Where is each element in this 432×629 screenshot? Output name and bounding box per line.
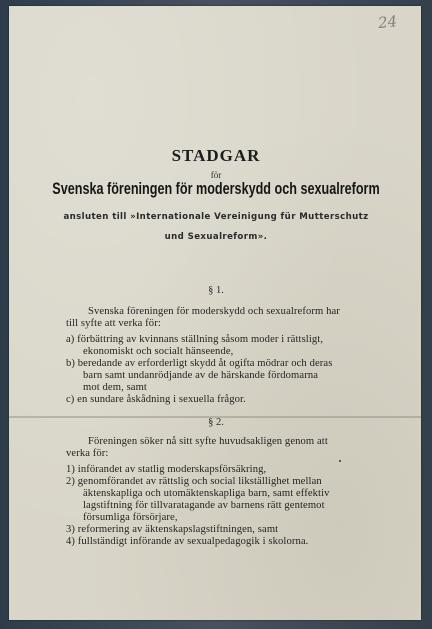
section-2-intro-line-2: verka för: [66,448,109,459]
affiliation-line-2: und Sexualreform». [164,232,268,242]
section-1-item-a-line-1: a) förbättring av kvinnans ställning såsom moder i rättsligt, [66,334,324,345]
section-1-item-b-line-1: b) beredande av erforderligt skydd åt ogifta mödrar och deras [66,358,333,369]
section-1-item-a-line-2: ekonomiskt och socialt hänseende, [83,346,234,357]
section-2-item-2-line-3: lagstiftning för tillvaratagande av barnens rätt gentemot [83,500,325,511]
document-title: STADGAR [171,146,261,165]
section-2-item-1-line-1: 1) införandet av statlig moderskapsförsäkring, [66,464,267,475]
section-1-intro-line-1: Svenska föreningen för moderskydd och sexualreform har [88,306,340,317]
section-2-item-2-line-4: försumliga försörjare, [83,512,178,523]
for-word: för [210,170,222,180]
section-1-heading: § 1. [208,285,224,296]
section-2-intro-line-1: Föreningen söker nå sitt syfte huvudsakligen genom att [88,436,328,447]
organization-name: Svenska föreningen för moderskydd och sexualreform [52,180,380,198]
section-1-item-c-line-1: c) en sundare åskådning i sexuella frågor. [66,394,246,405]
section-2-item-3-line-1: 3) reformering av äktenskapslagstiftningen, samt [66,524,279,535]
section-1-item-b-line-2: barn samt undanrödjande av de härskande fördomarna [83,370,319,381]
section-2-item-2-line-1: 2) genomförandet av rättslig och social likställighet mellan [66,476,322,487]
section-2-heading: § 2. [208,417,224,428]
ink-speck [339,460,341,462]
section-1-item-b-line-3: mot dem, samt [83,382,147,393]
affiliation-line-1: ansluten till »Internationale Vereinigung für Mutterschutz [63,212,369,222]
section-2-item-2-line-2: äktenskapliga och utomäktenskapliga barn, samt effektiv [83,488,330,499]
section-1-intro-line-2: till syfte att verka för: [66,318,161,329]
archive-number: 24 [377,12,399,33]
section-2-item-4-line-1: 4) fullständigt införande av sexualpedagogik i skolorna. [66,536,309,547]
